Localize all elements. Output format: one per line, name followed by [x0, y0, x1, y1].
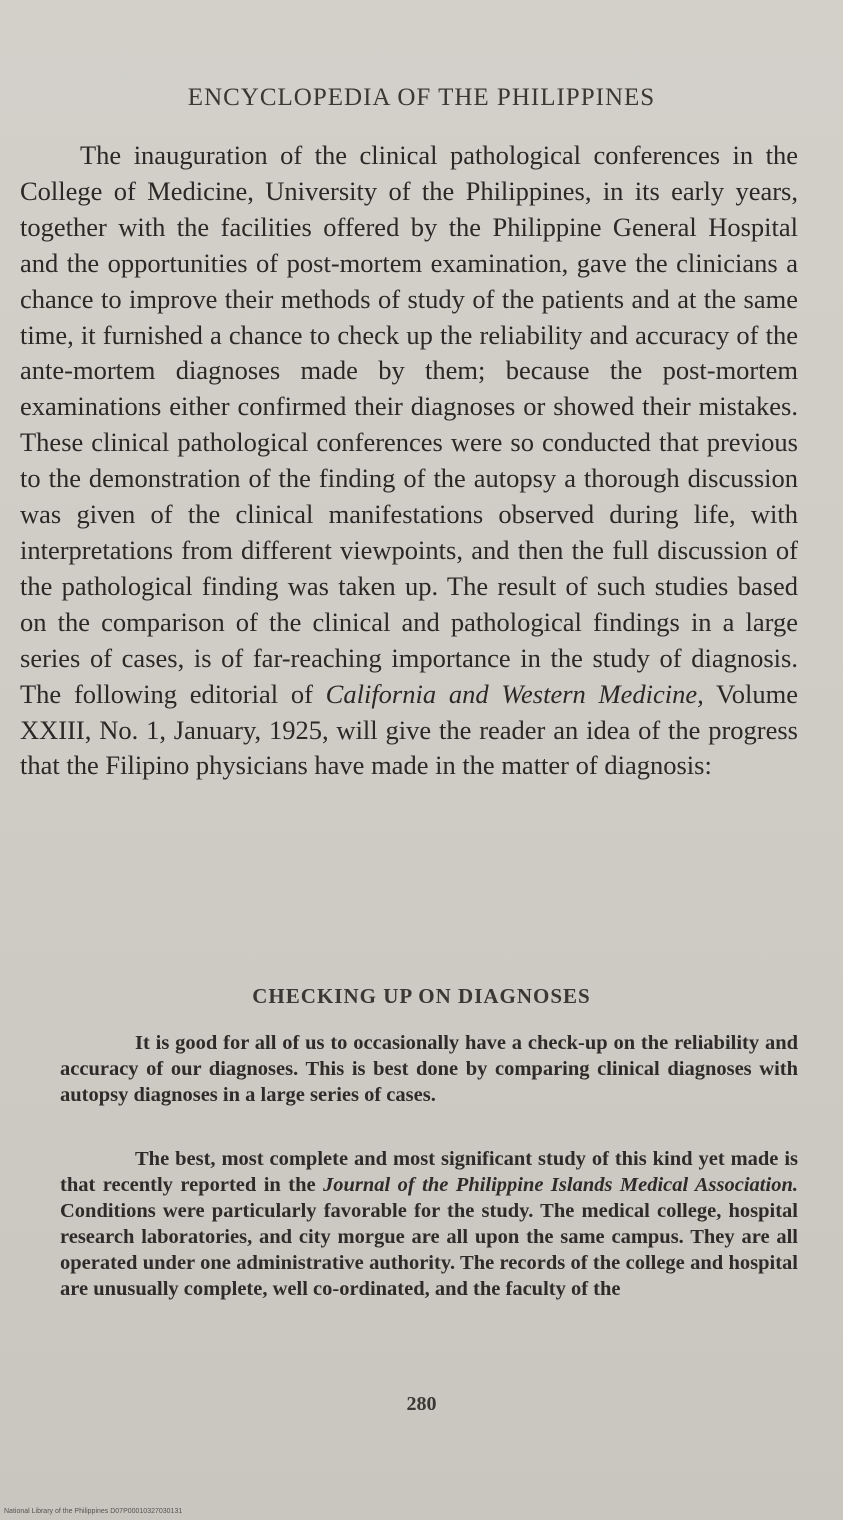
editorial-heading: CHECKING UP ON DIAGNOSES	[252, 984, 591, 1008]
main-paragraph	[20, 138, 798, 784]
main-paragraph-tail: Volume XXIII, No. 1, January, 1925, will give the reader an idea of the progress that the Filipino physicians have made in the matter of diagnosis:	[20, 678, 799, 781]
editorial-journal-title: Journal of the Philippine Islands Medical Association.	[323, 1174, 798, 1196]
editorial-paragraph-2-part-2: Conditions were particularly favorable for the study. The medical college, hospital research laboratories, and city morgue are all upon the same campus. They are all operated under one administrative authority. The records of the college and hospital are unusually complete, well co-ordinated, and the faculty of the	[60, 1200, 798, 1300]
editorial-paragraph-2	[60, 1146, 798, 1302]
main-paragraph-lead: The inauguration of the clinical pathological conferences in the College of Medicine, University of the Philippines, in its early years, together with the facilities offered by the Philippine General Hospital and the opportunities of post-mortem examination, gave the clinicians a chance to improve their methods of study of the patients and at the same time, it furnished a chance to check up the reliability and accuracy of the ante-mortem diagnoses made by them; because the post-mortem examinations either confirmed their diagnoses or showed their mistakes. These clinical pathological conferences were so conducted that previous to the demonstration of the finding of the autopsy a thorough discussion was given of the clinical manifestations observed during life, with interpretations from different viewpoints, and then the full discussion of the pathological finding was taken up. The result of such studies based on the comparison of the clinical and pathological findings in a large series of cases, is of far-reaching importance in the study of diagnosis. The following editorial of	[20, 140, 798, 709]
running-title: ENCYCLOPEDIA OF THE PHILIPPINES	[187, 84, 656, 111]
page-number: 280	[406, 1393, 437, 1415]
editorial-paragraph-1: It is good for all of us to occasionally have a check-up on the reliability and accuracy of our diagnoses. This is best done by comparing clinical diagnoses with autopsy diagnoses in a large series of cases.	[60, 1032, 798, 1106]
editorial-paragraph-2-part-1: The best, most complete and most significant study of this kind yet made is that recently reported in the	[60, 1148, 798, 1196]
journal-title: California and Western Medicine,	[325, 678, 704, 709]
source-note: National Library of the Philippines D07P00010327030131	[4, 1508, 183, 1515]
